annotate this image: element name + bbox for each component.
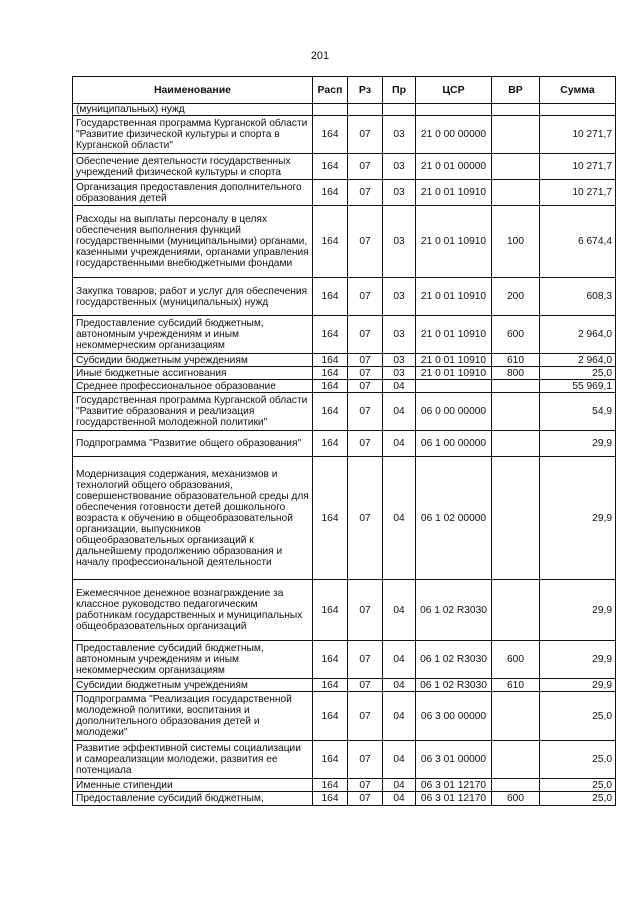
cell-rasp: 164 — [313, 354, 348, 367]
cell-name: Закупка товаров, работ и услуг для обеспечения государственных (муниципальных) нужд — [73, 278, 313, 316]
cell-rasp: 164 — [313, 792, 348, 806]
cell-name: Именные стипендии — [73, 779, 313, 792]
table-row — [73, 641, 616, 679]
cell-vr: 800 — [492, 367, 540, 380]
cell-sum: 25,0 — [540, 779, 616, 792]
cell-name: Организация предоставления дополнительного образования детей — [73, 180, 313, 206]
cell-csr: 21 0 01 10910 — [416, 206, 492, 278]
cell-sum: 25,0 — [540, 792, 616, 806]
cell-csr: 06 3 00 00000 — [416, 692, 492, 741]
cell-vr — [492, 104, 540, 116]
cell-rz: 07 — [348, 741, 383, 779]
cell-name: Субсидии бюджетным учреждениям — [73, 354, 313, 367]
cell-name: Ежемесячное денежное вознаграждение за классное руководство педагогическим работникам государственных и муниципальных общеобразовательных организаций — [73, 580, 313, 641]
cell-sum: 29,9 — [540, 431, 616, 457]
cell-name: Модернизация содержания, механизмов и технологий общего образования, совершенствование образовательной среды для обеспечения готовности детей дошкольного возраста к обучению в общеобразовательной организации, выпускников общеобразовательных организаций к дальнейшему продолжению образования и началу профессиональной деятельности — [73, 457, 313, 580]
cell-name: Обеспечение деятельности государственных учреждений физической культуры и спорта — [73, 154, 313, 180]
cell-rasp: 164 — [313, 393, 348, 431]
table-row — [73, 206, 616, 278]
cell-csr: 21 0 01 00000 — [416, 154, 492, 180]
cell-pr: 04 — [383, 580, 416, 641]
cell-csr: 06 3 01 12170 — [416, 792, 492, 806]
cell-rz: 07 — [348, 367, 383, 380]
cell-rasp: 164 — [313, 457, 348, 580]
cell-sum: 10 271,7 — [540, 180, 616, 206]
cell-rz: 07 — [348, 792, 383, 806]
cell-vr: 100 — [492, 206, 540, 278]
cell-vr: 610 — [492, 354, 540, 367]
table-row — [73, 316, 616, 354]
cell-pr: 04 — [383, 393, 416, 431]
cell-pr: 03 — [383, 154, 416, 180]
cell-name: Расходы на выплаты персоналу в целях обеспечения выполнения функций государственными (муниципальными) органами, казенными учреждениями, органами управления государственными внебюджетными фондами — [73, 206, 313, 278]
cell-rz: 07 — [348, 779, 383, 792]
cell-pr: 04 — [383, 792, 416, 806]
cell-vr: 600 — [492, 792, 540, 806]
table-row — [73, 116, 616, 154]
cell-vr: 200 — [492, 278, 540, 316]
table-row — [73, 792, 616, 806]
cell-vr — [492, 580, 540, 641]
cell-pr: 03 — [383, 180, 416, 206]
cell-name: Развитие эффективной системы социализации и самореализации молодежи, развития ее потенциала — [73, 741, 313, 779]
cell-sum: 55 969,1 — [540, 380, 616, 393]
budget-table — [72, 76, 616, 806]
table-row — [73, 431, 616, 457]
cell-vr: 610 — [492, 679, 540, 692]
table-row — [73, 367, 616, 380]
cell-rasp: 164 — [313, 779, 348, 792]
cell-vr — [492, 154, 540, 180]
cell-pr: 03 — [383, 206, 416, 278]
cell-pr: 04 — [383, 380, 416, 393]
cell-name: Государственная программа Курганской области "Развитие образования и реализация государственной молодежной политики" — [73, 393, 313, 431]
cell-pr: 03 — [383, 278, 416, 316]
cell-pr: 03 — [383, 316, 416, 354]
cell-sum: 10 271,7 — [540, 116, 616, 154]
header-sum: Сумма — [540, 77, 616, 104]
cell-rz: 07 — [348, 641, 383, 679]
cell-rasp: 164 — [313, 692, 348, 741]
cell-rasp: 164 — [313, 206, 348, 278]
table-row — [73, 380, 616, 393]
cell-pr: 04 — [383, 641, 416, 679]
cell-pr: 03 — [383, 354, 416, 367]
table-row — [73, 154, 616, 180]
cell-sum — [540, 104, 616, 116]
cell-pr: 04 — [383, 457, 416, 580]
cell-rasp: 164 — [313, 367, 348, 380]
cell-rasp — [313, 104, 348, 116]
cell-pr: 04 — [383, 679, 416, 692]
header-rasp: Расп — [313, 77, 348, 104]
cell-pr: 04 — [383, 741, 416, 779]
cell-pr — [383, 104, 416, 116]
table-row — [73, 104, 616, 116]
cell-rz: 07 — [348, 206, 383, 278]
cell-pr: 04 — [383, 431, 416, 457]
cell-csr: 06 0 00 00000 — [416, 393, 492, 431]
cell-rz: 07 — [348, 354, 383, 367]
cell-csr — [416, 380, 492, 393]
cell-name: Подпрограмма "Реализация государственной молодежной политики, воспитания и дополнительного образования детей и молодежи" — [73, 692, 313, 741]
cell-name: Подпрограмма "Развитие общего образования" — [73, 431, 313, 457]
cell-vr: 600 — [492, 316, 540, 354]
cell-csr — [416, 104, 492, 116]
cell-sum: 25,0 — [540, 741, 616, 779]
cell-rz — [348, 104, 383, 116]
cell-csr: 21 0 00 00000 — [416, 116, 492, 154]
cell-sum: 54,9 — [540, 393, 616, 431]
cell-csr: 06 3 01 00000 — [416, 741, 492, 779]
header-rz: Рз — [348, 77, 383, 104]
cell-rasp: 164 — [313, 741, 348, 779]
header-name: Наименование — [73, 77, 313, 104]
cell-sum: 29,9 — [540, 641, 616, 679]
cell-rasp: 164 — [313, 116, 348, 154]
cell-vr — [492, 431, 540, 457]
cell-rasp: 164 — [313, 641, 348, 679]
cell-pr: 04 — [383, 692, 416, 741]
cell-rz: 07 — [348, 580, 383, 641]
cell-pr: 03 — [383, 367, 416, 380]
cell-csr: 21 0 01 10910 — [416, 354, 492, 367]
cell-rasp: 164 — [313, 679, 348, 692]
cell-rz: 07 — [348, 431, 383, 457]
table-row — [73, 580, 616, 641]
cell-rz: 07 — [348, 278, 383, 316]
cell-sum: 29,9 — [540, 580, 616, 641]
cell-vr — [492, 741, 540, 779]
cell-sum: 2 964,0 — [540, 316, 616, 354]
cell-vr — [492, 116, 540, 154]
table-row — [73, 393, 616, 431]
cell-csr: 06 1 00 00000 — [416, 431, 492, 457]
cell-sum: 29,9 — [540, 679, 616, 692]
cell-rz: 07 — [348, 692, 383, 741]
cell-csr: 21 0 01 10910 — [416, 180, 492, 206]
cell-rasp: 164 — [313, 316, 348, 354]
cell-vr: 600 — [492, 641, 540, 679]
cell-sum: 25,0 — [540, 692, 616, 741]
cell-sum: 6 674,4 — [540, 206, 616, 278]
cell-rasp: 164 — [313, 278, 348, 316]
header-row — [73, 77, 616, 104]
cell-sum: 25,0 — [540, 367, 616, 380]
cell-vr — [492, 180, 540, 206]
header-pr: Пр — [383, 77, 416, 104]
table-row — [73, 457, 616, 580]
cell-csr: 21 0 01 10910 — [416, 367, 492, 380]
table-row — [73, 180, 616, 206]
cell-name: Предоставление субсидий бюджетным, автономным учреждениям и иным некоммерческим организациям — [73, 316, 313, 354]
cell-name: Предоставление субсидий бюджетным, — [73, 792, 313, 806]
cell-rasp: 164 — [313, 580, 348, 641]
cell-name: Субсидии бюджетным учреждениям — [73, 679, 313, 692]
cell-sum: 2 964,0 — [540, 354, 616, 367]
cell-vr — [492, 457, 540, 580]
cell-rz: 07 — [348, 180, 383, 206]
cell-vr — [492, 779, 540, 792]
table-row — [73, 679, 616, 692]
cell-csr: 06 1 02 R3030 — [416, 641, 492, 679]
table-row — [73, 278, 616, 316]
cell-vr — [492, 380, 540, 393]
cell-rz: 07 — [348, 393, 383, 431]
cell-rasp: 164 — [313, 180, 348, 206]
cell-rz: 07 — [348, 154, 383, 180]
table-row — [73, 741, 616, 779]
header-vr: ВР — [492, 77, 540, 104]
cell-name: Иные бюджетные ассигнования — [73, 367, 313, 380]
cell-rz: 07 — [348, 457, 383, 580]
cell-rz: 07 — [348, 679, 383, 692]
table-row — [73, 354, 616, 367]
cell-name: (муниципальных) нужд — [73, 104, 313, 116]
cell-csr: 21 0 01 10910 — [416, 316, 492, 354]
cell-rasp: 164 — [313, 431, 348, 457]
cell-rasp: 164 — [313, 380, 348, 393]
cell-rz: 07 — [348, 116, 383, 154]
header-csr: ЦСР — [416, 77, 492, 104]
cell-csr: 06 1 02 R3030 — [416, 580, 492, 641]
table-row — [73, 779, 616, 792]
table-row — [73, 692, 616, 741]
cell-rz: 07 — [348, 380, 383, 393]
cell-sum: 29,9 — [540, 457, 616, 580]
cell-vr — [492, 393, 540, 431]
cell-vr — [492, 692, 540, 741]
cell-sum: 10 271,7 — [540, 154, 616, 180]
cell-sum: 608,3 — [540, 278, 616, 316]
cell-csr: 06 1 02 R3030 — [416, 679, 492, 692]
cell-pr: 03 — [383, 116, 416, 154]
cell-csr: 21 0 01 10910 — [416, 278, 492, 316]
cell-csr: 06 3 01 12170 — [416, 779, 492, 792]
cell-name: Государственная программа Курганской области "Развитие физической культуры и спорта в Курганской области" — [73, 116, 313, 154]
cell-pr: 04 — [383, 779, 416, 792]
cell-name: Предоставление субсидий бюджетным, автономным учреждениям и иным некоммерческим организациям — [73, 641, 313, 679]
cell-csr: 06 1 02 00000 — [416, 457, 492, 580]
cell-name: Среднее профессиональное образование — [73, 380, 313, 393]
cell-rz: 07 — [348, 316, 383, 354]
page-number: 201 — [310, 50, 330, 62]
cell-rasp: 164 — [313, 154, 348, 180]
